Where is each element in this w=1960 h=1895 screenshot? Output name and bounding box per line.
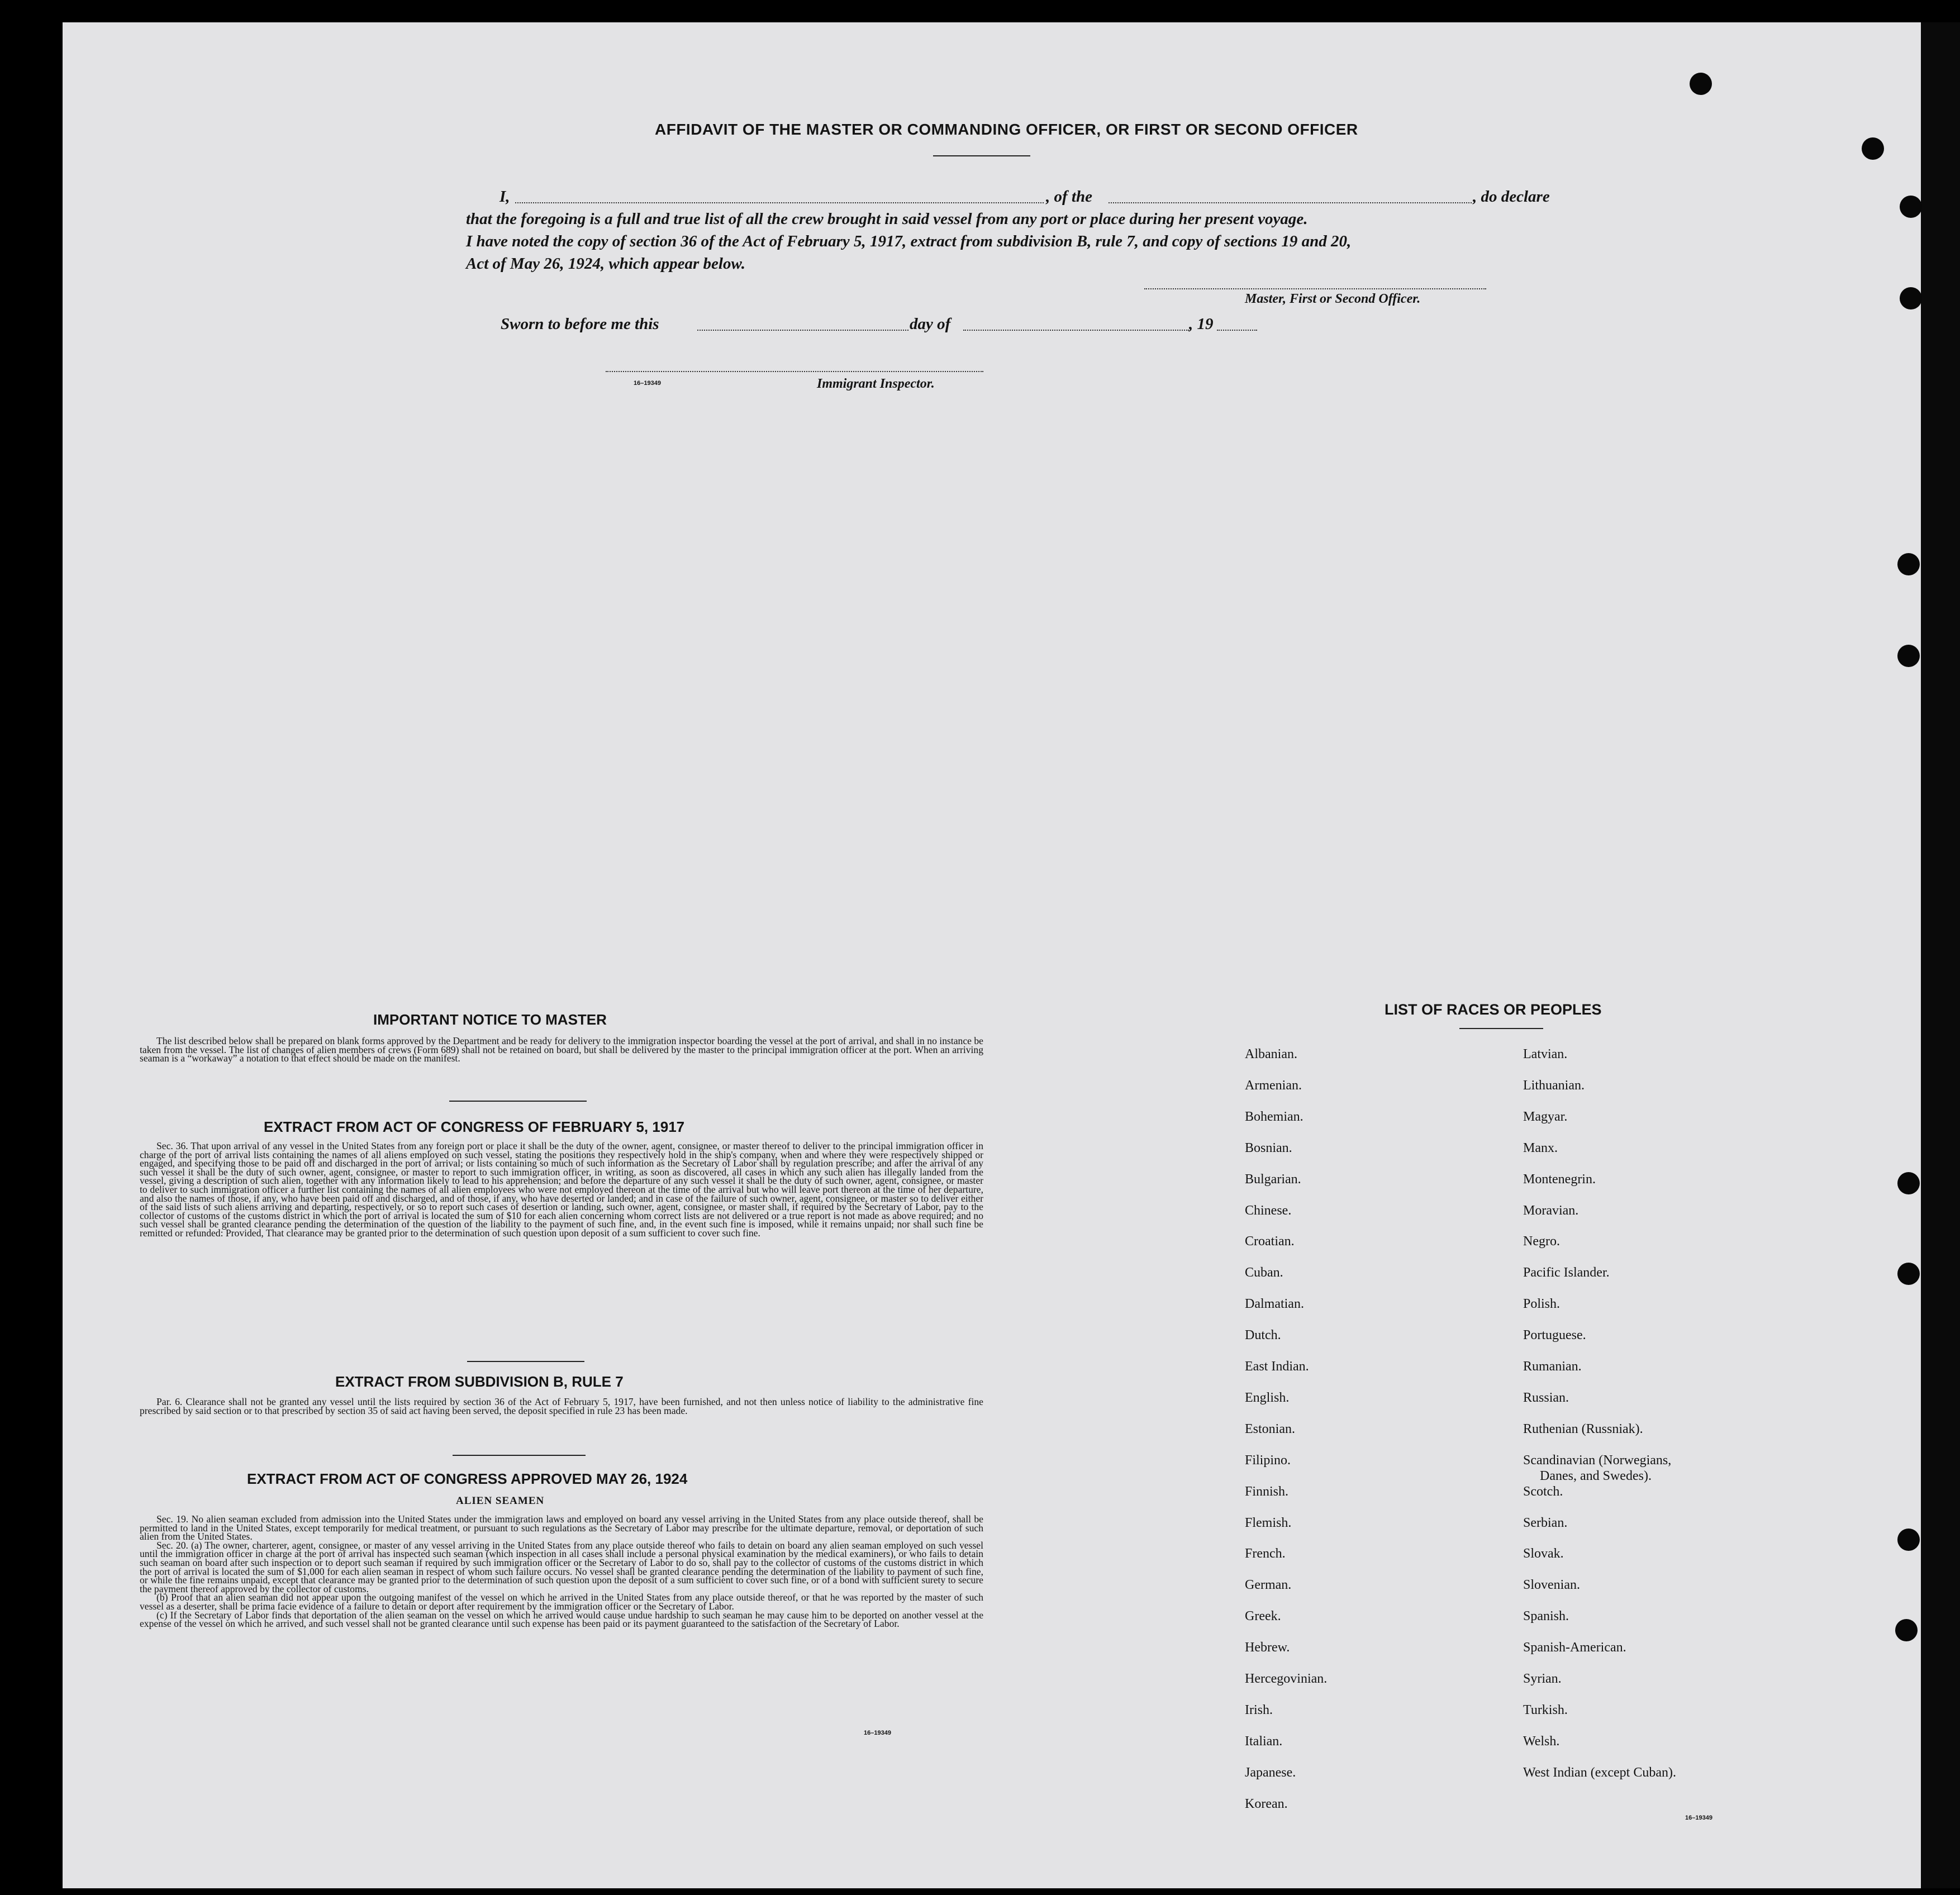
inspector-label: Immigrant Inspector. bbox=[817, 377, 935, 391]
race-item: Filipino. bbox=[1245, 1453, 1291, 1468]
affidavit-of-the: , of the bbox=[1046, 188, 1092, 206]
alien-seamen-heading: ALIEN SEAMEN bbox=[456, 1495, 545, 1507]
race-item: Croatian. bbox=[1245, 1234, 1295, 1249]
extract-1917-title: EXTRACT FROM ACT OF CONGRESS OF FEBRUARY 5, 1917 bbox=[264, 1118, 685, 1135]
race-item: East Indian. bbox=[1245, 1359, 1309, 1374]
binder-hole bbox=[1897, 1263, 1920, 1285]
race-item: Welsh. bbox=[1523, 1734, 1560, 1749]
scan-edge bbox=[1921, 22, 1960, 1888]
race-item: Slovenian. bbox=[1523, 1578, 1580, 1593]
race-item: Negro. bbox=[1523, 1234, 1560, 1249]
race-item: Hebrew. bbox=[1245, 1640, 1290, 1655]
sworn-label: Sworn to before me this bbox=[501, 315, 659, 333]
affidavit-line-4: Act of May 26, 1924, which appear below. bbox=[466, 255, 745, 273]
race-item: Portuguese. bbox=[1523, 1328, 1586, 1343]
race-item: Moravian. bbox=[1523, 1203, 1579, 1218]
binder-hole bbox=[1897, 645, 1920, 667]
inspector-signature-line[interactable] bbox=[606, 371, 983, 372]
race-item: Bulgarian. bbox=[1245, 1172, 1301, 1187]
race-item: Bohemian. bbox=[1245, 1109, 1304, 1124]
race-item: English. bbox=[1245, 1390, 1290, 1405]
form-code: 16–19349 bbox=[864, 1730, 891, 1736]
name-blank[interactable] bbox=[515, 202, 1044, 203]
race-item: Russian. bbox=[1523, 1390, 1569, 1405]
race-item: Syrian. bbox=[1523, 1672, 1562, 1686]
binder-hole bbox=[1690, 73, 1712, 95]
race-item: Flemish. bbox=[1245, 1515, 1292, 1530]
races-title: LIST OF RACES OR PEOPLES bbox=[1385, 1001, 1602, 1018]
race-item: Slovak. bbox=[1523, 1546, 1564, 1561]
form-code: 16–19349 bbox=[1685, 1815, 1712, 1821]
sworn-month-blank[interactable] bbox=[963, 330, 1189, 331]
race-item: West Indian (except Cuban). bbox=[1523, 1765, 1676, 1780]
race-item: Ruthenian (Russniak). bbox=[1523, 1421, 1643, 1436]
race-item: Danes, and Swedes). bbox=[1540, 1468, 1652, 1483]
notice-title: IMPORTANT NOTICE TO MASTER bbox=[373, 1011, 607, 1028]
binder-hole bbox=[1900, 196, 1922, 218]
binder-hole bbox=[1895, 1619, 1918, 1641]
affidavit-i-label: I, bbox=[499, 188, 510, 206]
rule7-paragraph: Par. 6. Clearance shall not be granted any vessel until the lists required by section 36 of the Act of February 5, 1917, have been furnished, and not then unless notice of liability to the administrative fine prescribed by said section or to that prescribed by section 35 of said act having been served, the deposit specified in rule 23 has been made. bbox=[140, 1396, 983, 1416]
vessel-blank[interactable] bbox=[1109, 202, 1472, 203]
race-item: Estonian. bbox=[1245, 1421, 1295, 1436]
race-item: Turkish. bbox=[1523, 1702, 1568, 1717]
binder-hole bbox=[1900, 287, 1922, 310]
race-item: German. bbox=[1245, 1578, 1292, 1593]
divider bbox=[453, 1455, 586, 1456]
master-signature-line[interactable] bbox=[1144, 288, 1486, 289]
extract-1924-text bbox=[140, 1515, 983, 1629]
race-item: Rumanian. bbox=[1523, 1359, 1582, 1374]
sworn-day-blank[interactable] bbox=[697, 330, 908, 331]
race-item: Japanese. bbox=[1245, 1765, 1296, 1780]
race-item: Chinese. bbox=[1245, 1203, 1292, 1218]
binder-hole bbox=[1897, 553, 1920, 575]
affidavit-line-3: I have noted the copy of section 36 of the Act of February 5, 1917, extract from subdivision B, rule 7, and copy of sections 19 and 20, bbox=[466, 232, 1352, 250]
race-item: Manx. bbox=[1523, 1140, 1558, 1155]
divider bbox=[1459, 1028, 1543, 1029]
race-item: Scandinavian (Norwegians, bbox=[1523, 1453, 1672, 1468]
affidavit-line-2: that the foregoing is a full and true list of all the crew brought in said vessel from any port or place during her present voyage. bbox=[466, 210, 1308, 228]
extract-1924-title: EXTRACT FROM ACT OF CONGRESS APPROVED MAY 26, 1924 bbox=[247, 1470, 688, 1487]
race-item: Armenian. bbox=[1245, 1078, 1302, 1093]
race-item: Cuban. bbox=[1245, 1265, 1283, 1280]
race-item: Albanian. bbox=[1245, 1047, 1297, 1061]
race-item: Finnish. bbox=[1245, 1484, 1289, 1499]
affidavit-title: AFFIDAVIT OF THE MASTER OR COMMANDING OFFICER, OR FIRST OR SECOND OFFICER bbox=[655, 121, 1358, 138]
extract-1917-paragraph: Sec. 36. That upon arrival of any vessel in the United States from any foreign port or place it shall be the duty of the owner, agent, consignee, or master thereof to deliver to the principal immigration officer in charge of the port of arrival lists containing the names of all aliens employed on such vessel, stating the positions they respectively hold in the ship's company, when and where they were respectively shipped or engaged, and specifying those to be paid off and discharged in the port of arrival; or lists containing so much of such information as the Secretary of Labor shall by regulation prescribe; and after the arrival of any such vessel it shall be the duty of such owner, agent, consignee, or master to report to such immigration officer, in writing, as soon as discovered, all cases in which any such alien has illegally landed from the vessel, giving a description of such alien, together with any information likely to lead to his apprehension; and before the departure of any such vessel it shall be the duty of such owner, agent, consignee, or master to deliver to such immigration officer a further list containing the names of all alien employees who were not employed thereon at the time of the arrival but who will leave port thereon at the time of her departure, and also the names of those, if any, who have been paid off and discharged, and of those, if any, who have deserted or landed; and in case of the failure of such owner, agent, consignee, or master so to deliver either of the said lists of such aliens arriving and departing, respectively, or so to report such cases of desertion or landing, such owner, agent, consignee, or master shall, if required by the Secretary of Labor, pay to the collector of customs of the customs district in which the port of arrival is located the sum of $10 for each alien concerning whom correct lists are not delivered or a true report is not made as above required; and no such vessel shall be granted clearance pending the determination of the question of the liability to the payment of such fine, and, in the event such fine is imposed, while it remains unpaid; nor shall such fine be remitted or refunded: Provided, That clearance may be granted prior to the determination of such question upon deposit of a sum sufficient to cover such fine. bbox=[140, 1140, 983, 1239]
race-item: Latvian. bbox=[1523, 1047, 1568, 1061]
race-item: Scotch. bbox=[1523, 1484, 1563, 1499]
section-19: Sec. 19. No alien seaman excluded from admission into the United States under the immigration laws and employed on board any vessel arriving in the United States from any place outside thereof, shall be permitted to land in the United States, except temporarily for medical treatment, or pursuant to such regulations as the Secretary of Labor may prescribe for the ultimate departure, removal, or deportation of such alien from the United States. bbox=[140, 1513, 983, 1542]
race-item: Korean. bbox=[1245, 1796, 1288, 1811]
race-item: Irish. bbox=[1245, 1702, 1273, 1717]
race-item: Magyar. bbox=[1523, 1109, 1568, 1124]
race-item: Greek. bbox=[1245, 1609, 1281, 1624]
race-item: French. bbox=[1245, 1546, 1286, 1561]
binder-hole bbox=[1897, 1529, 1920, 1551]
race-item: Italian. bbox=[1245, 1734, 1283, 1749]
race-item: Serbian. bbox=[1523, 1515, 1568, 1530]
divider bbox=[933, 155, 1030, 156]
affidavit-do-declare: , do declare bbox=[1473, 188, 1550, 206]
race-item: Bosnian. bbox=[1245, 1140, 1292, 1155]
divider bbox=[449, 1101, 587, 1102]
binder-hole bbox=[1862, 137, 1884, 160]
rule7-title: EXTRACT FROM SUBDIVISION B, RULE 7 bbox=[335, 1373, 624, 1390]
race-item: Spanish. bbox=[1523, 1609, 1569, 1624]
race-item: Pacific Islander. bbox=[1523, 1265, 1610, 1280]
divider bbox=[467, 1361, 584, 1362]
notice-paragraph: The list described below shall be prepared on blank forms approved by the Department and be ready for delivery to the immigration inspector boarding the vessel at the port of arrival, and shall in no instance be taken from the vessel. The list of changes of alien members of crews (Form 689) shall not be retained on board, but shall be delivered by the master to the principal immigration officer at the port. When an arriving seaman is a “workaway” a notation to that effect should be made on the manifest. bbox=[140, 1035, 983, 1064]
race-item: Spanish-American. bbox=[1523, 1640, 1626, 1655]
race-item: Polish. bbox=[1523, 1297, 1561, 1312]
race-item: Montenegrin. bbox=[1523, 1172, 1596, 1187]
document-page bbox=[63, 22, 1921, 1888]
sworn-year-blank[interactable] bbox=[1217, 330, 1257, 331]
year-label: , 19 bbox=[1189, 315, 1214, 333]
binder-hole bbox=[1897, 1172, 1920, 1194]
master-signature-label: Master, First or Second Officer. bbox=[1245, 292, 1421, 306]
section-20a: Sec. 20. (a) The owner, charterer, agent, consignee, or master of any vessel arriving in the United States from any place outside thereof who fails to detain on board any alien seaman employed on such vessel until the immigration officer in charge at the port of arrival has inspected such seaman (which inspection in all cases shall include a personal physical examination by the medical examiners), or who fails to detain such seaman on board after such inspection or to deport such seaman if required by such immigration officer or the Secretary of Labor to do so, shall pay to the collector of customs of the customs district in which the port of arrival is located the sum of $1,000 for each alien seaman in respect of whom such failure occurs. No vessel shall be granted clearance pending the determination of the liability to payment of such fine, or while the fine remains unpaid, except that clearance may be granted prior to the determination of such question upon the deposit of a sum sufficient to cover such fine, or of a bond with sufficient surety to secure the payment thereof approved by the collector of customs. bbox=[140, 1539, 983, 1594]
race-item: Dalmatian. bbox=[1245, 1297, 1304, 1312]
day-of-label: day of bbox=[910, 315, 951, 333]
form-code: 16–19349 bbox=[634, 380, 661, 387]
race-item: Lithuanian. bbox=[1523, 1078, 1585, 1093]
race-item: Hercegovinian. bbox=[1245, 1672, 1328, 1686]
race-item: Dutch. bbox=[1245, 1328, 1281, 1343]
section-20c: (c) If the Secretary of Labor finds that deportation of the alien seaman on the vessel on which he arrived would cause undue hardship to such seaman he may cause him to be deported on another vessel at the expense of the vessel on which he arrived, and such vessel shall not be granted clearance until such expense has been paid or its payment guaranteed to the satisfaction of the Secretary of Labor. bbox=[140, 1609, 983, 1630]
section-20b: (b) Proof that an alien seaman did not appear upon the outgoing manifest of the vessel on which he arrived in the United States from any place outside thereof, or that he was reported by the master of such vessel as a deserter, shall be prima facie evidence of a failure to detain or deport after requirement by the immigration officer or the Secretary of Labor. bbox=[140, 1592, 983, 1612]
